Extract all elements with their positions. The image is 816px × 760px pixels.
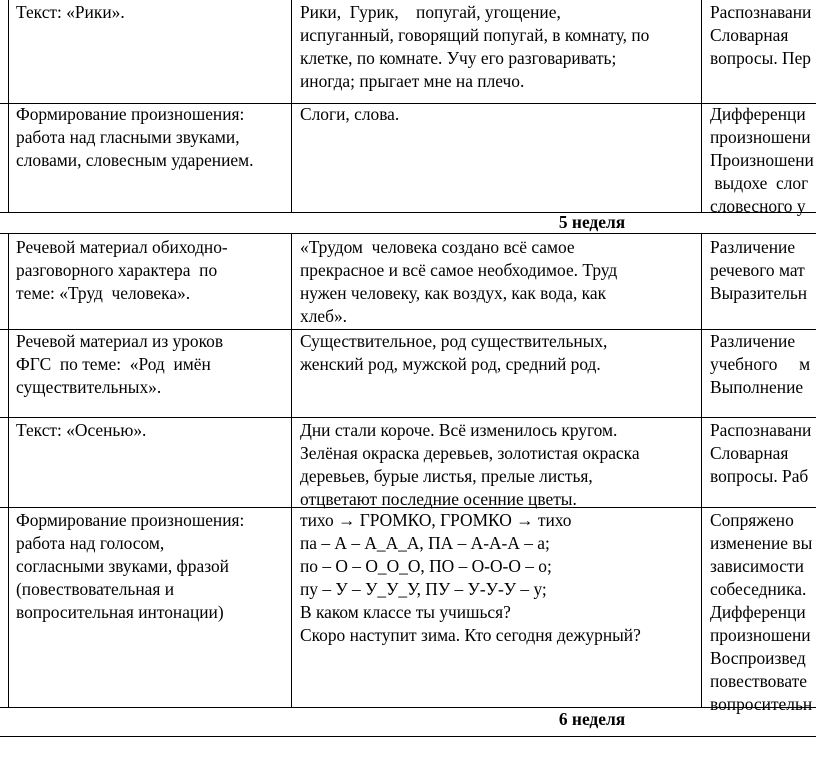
topic-cell: Речевой материал из уроков ФГС по теме: «Род имён существительных». xyxy=(16,331,224,397)
material-cell: тихо → ГРОМКО, ГРОМКО → тихо па – А – А_А_А, ПА – А-А-А – а; по – О – О_О_О, ПО – О-О-О – о; пу – У – У_У_У, ПУ – У-У-У – у; В каком классе ты учишься? Скоро наступит зима. Кто сегодня дежурный? xyxy=(300,510,641,645)
column-divider xyxy=(701,233,702,707)
material-cell: Слоги, слова. xyxy=(300,104,400,124)
column-divider xyxy=(8,0,9,212)
row-divider xyxy=(0,417,816,418)
topic-cell: Текст: «Рики». xyxy=(16,2,125,22)
topic-cell: Формирование произношения: работа над гласными звуками, словами, словесным ударением. xyxy=(16,104,254,170)
material-cell: Дни стали короче. Всё изменилось кругом. Зелёная окраска деревьев, золотистая окраска деревьев, бурые листья, прелые листья, отцветают последние осенние цветы. xyxy=(300,420,640,509)
activity-cell: Сопряжено изменение вы зависимости собеседника. Дифференци произношени Воспроизвед повествовате вопросительн xyxy=(710,510,813,714)
material-cell: Существительное, род существительных, женский род, мужской род, средний род. xyxy=(300,331,608,374)
topic-cell: Речевой материал обиходно- разговорного характера по теме: «Труд человека». xyxy=(16,237,228,303)
week-heading: 6 неделя xyxy=(558,709,626,729)
row-divider xyxy=(0,736,816,737)
activity-cell: Различение учебного м Выполнение xyxy=(710,331,811,397)
activity-cell: Различение речевого мат Выразительн xyxy=(710,237,808,303)
material-cell: Рики, Гурик, попугай, угощение, испуганный, говорящий попугай, в комнату, по клетке, по комнате. Учу его разговаривать; иногда; прыгает мне на плечо. xyxy=(300,2,650,91)
week-heading: 5 неделя xyxy=(558,212,626,232)
activity-cell: Распознавани Словарная вопросы. Пер xyxy=(710,2,812,68)
column-divider xyxy=(291,0,292,212)
column-divider xyxy=(701,0,702,212)
topic-cell: Текст: «Осенью». xyxy=(16,420,147,440)
column-divider xyxy=(291,233,292,707)
topic-cell: Формирование произношения: работа над голосом, согласными звуками, фразой (повествовательная и вопросительная интонации) xyxy=(16,510,245,622)
material-cell: «Трудом человека создано всё самое прекрасное и всё самое необходимое. Труд нужен человеку, как воздух, как вода, как хлеб». xyxy=(300,237,618,326)
column-divider xyxy=(8,233,9,707)
activity-cell: Дифференци произношени Произношени выдохе слог словесного у xyxy=(710,104,814,216)
activity-cell: Распознавани Словарная вопросы. Раб xyxy=(710,420,812,486)
